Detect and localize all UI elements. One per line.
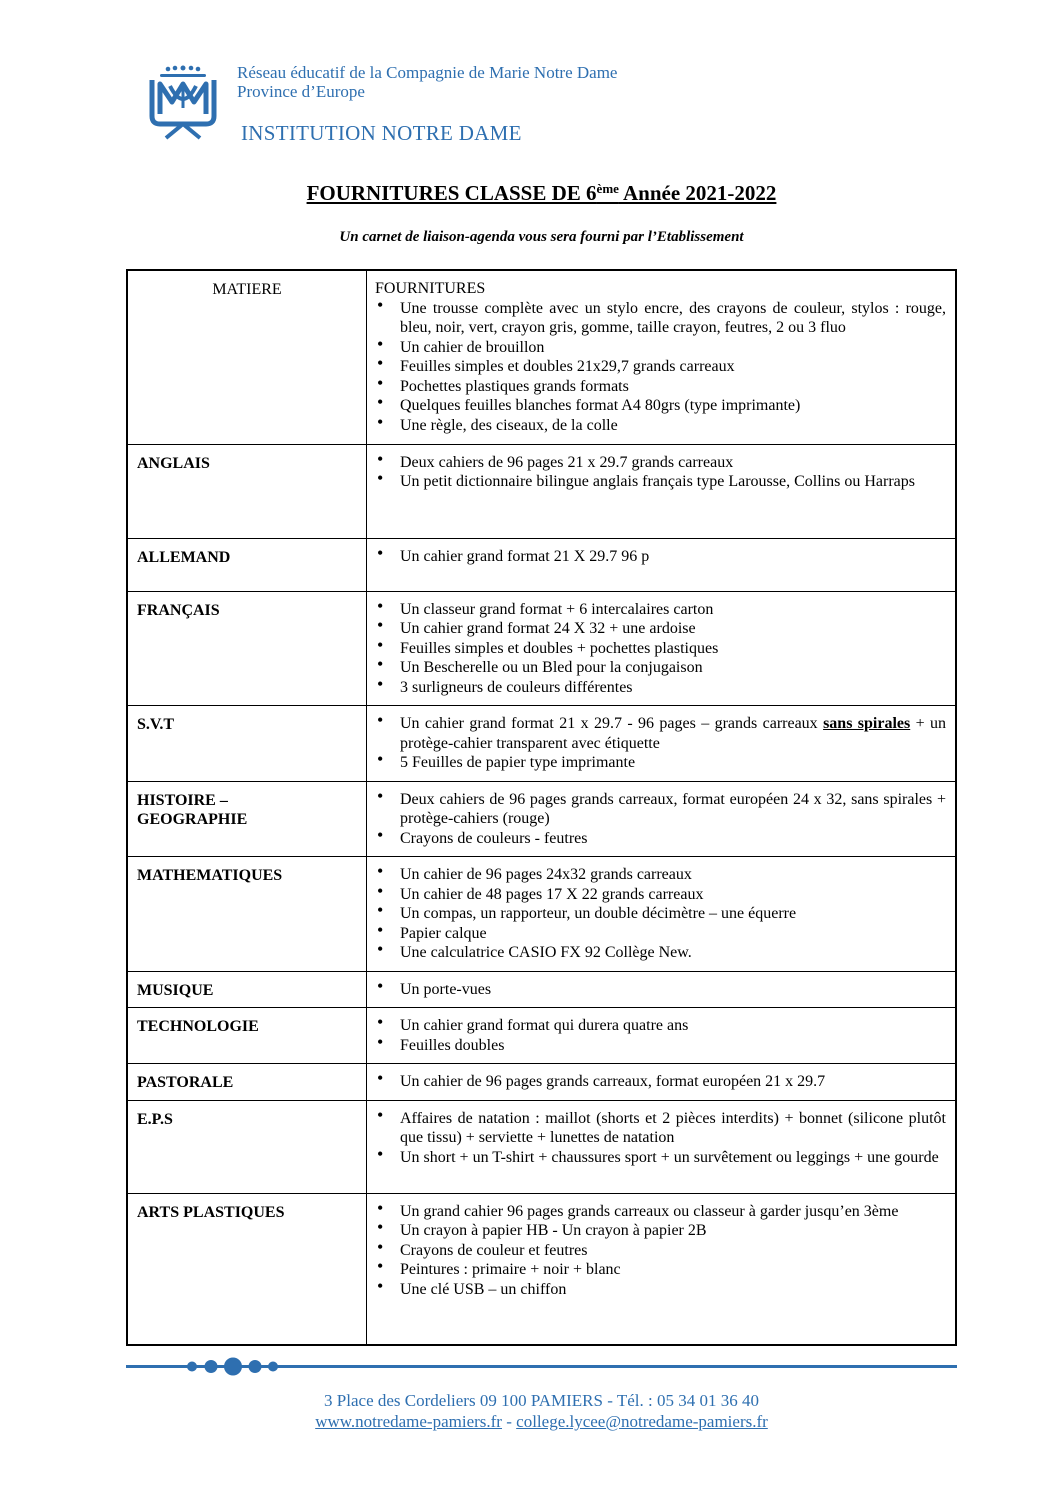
title-suffix: Année 2021-2022 [618, 181, 777, 205]
supply-item-text: Un cahier grand format 21 x 29.7 - 96 pages – grands carreaux [400, 715, 824, 732]
subject-cell [127, 857, 367, 972]
supplies-cell [367, 1008, 957, 1064]
supplies-cell [367, 706, 957, 782]
subject-label: ARTS PLASTIQUES [137, 1203, 285, 1221]
supplies-list [375, 453, 946, 492]
subject-cell [127, 1008, 367, 1064]
subject-label: E.P.S [137, 1110, 173, 1128]
supplies-cell [367, 781, 957, 857]
supply-item: • Un short + un T-shirt + chaussures sport + un survêtement ou leggings + une gourde [375, 1148, 946, 1168]
supply-item: • Quelques feuilles blanches format A4 80grs (type imprimante) [375, 396, 946, 416]
page-subtitle: Un carnet de liaison-agenda vous sera fourni par l’Etablissement [339, 229, 744, 245]
subject-label: FRANÇAIS [137, 601, 220, 619]
supply-item: • Une calculatrice CASIO FX 92 Collège New. [375, 943, 946, 963]
supply-item: • Papier calque [375, 924, 946, 944]
footer-separator: - [501, 1412, 517, 1431]
mnd-logo-icon [146, 64, 220, 144]
title-prefix: FOURNITURES CLASSE DE 6 [306, 181, 597, 205]
supplies-cell [367, 1100, 957, 1193]
supply-item: • Feuilles simples et doubles + pochettes plastiques [375, 639, 946, 659]
website-link[interactable]: www.notredame-pamiers.fr [315, 1412, 502, 1431]
supplies-cell [367, 444, 957, 538]
supply-item: • Deux cahiers de 96 pages grands carreaux, format européen 24 x 32, sans spirales + protège-cahiers (rouge) [375, 790, 946, 829]
supply-item: • Un porte-vues [375, 980, 946, 1000]
supply-item: • Feuilles doubles [375, 1036, 946, 1056]
subject-row [127, 1064, 956, 1101]
supplies-list [375, 865, 946, 963]
subject-label: MATHEMATIQUES [137, 867, 283, 884]
supplies-list [375, 1202, 946, 1300]
supply-item: • Un crayon à papier HB - Un crayon à papier 2B [375, 1221, 946, 1241]
supply-item: • Un classeur grand format + 6 intercalaires carton [375, 600, 946, 620]
general-supplies-cell [367, 270, 957, 444]
subject-row [127, 1193, 956, 1345]
supply-item: • Un cahier de 96 pages 24x32 grands carreaux [375, 865, 946, 885]
table-header-row [127, 270, 956, 444]
supply-item: • Affaires de natation : maillot (shorts et 2 pièces interdits) + bonnet (silicone plutôt que tissu) + serviette + lunettes de natation [375, 1109, 946, 1148]
subject-cell [127, 444, 367, 538]
subject-cell [127, 1193, 367, 1345]
subject-cell [127, 1064, 367, 1101]
subject-row [127, 1008, 956, 1064]
supply-item: • Peintures : primaire + noir + blanc [375, 1260, 946, 1280]
subject-row [127, 971, 956, 1008]
subject-row [127, 538, 956, 591]
supply-item: • Crayons de couleurs - feutres [375, 829, 946, 849]
supply-item: • Un cahier de 48 pages 17 X 22 grands carreaux [375, 885, 946, 905]
supplies-list [375, 1072, 946, 1092]
general-supplies-list [375, 299, 946, 436]
email-link[interactable]: college.lycee@notredame-pamiers.fr [516, 1412, 768, 1431]
subject-label: ALLEMAND [137, 548, 231, 566]
subject-row [127, 706, 956, 782]
supplies-list [375, 714, 946, 773]
supply-item: • Un cahier grand format qui durera quatre ans [375, 1016, 946, 1036]
subject-label: HISTOIRE – GEOGRAPHIE [137, 791, 248, 828]
supplies-list [375, 790, 946, 849]
supply-item: • Crayons de couleur et feutres [375, 1241, 946, 1261]
supply-item: • Un compas, un rapporteur, un double décimètre – une équerre [375, 904, 946, 924]
supply-item: • Deux cahiers de 96 pages 21 x 29.7 grands carreaux [375, 453, 946, 473]
subject-cell [127, 591, 367, 706]
page-title [0, 181, 1058, 206]
supply-item [375, 714, 946, 753]
supplies-list [375, 547, 946, 567]
supplies-list [375, 980, 946, 1000]
subject-row [127, 1100, 956, 1193]
institution-name: INSTITUTION NOTRE DAME [241, 121, 522, 145]
subject-cell [127, 781, 367, 857]
footer-divider [126, 1354, 957, 1382]
supplies-cell [367, 1064, 957, 1101]
subject-row [127, 444, 956, 538]
supply-item: • Un cahier de 96 pages grands carreaux, format européen 21 x 29.7 [375, 1072, 946, 1092]
subject-cell [127, 538, 367, 591]
supplies-list [375, 1109, 946, 1168]
subject-label: S.V.T [137, 716, 175, 733]
supply-item: • Pochettes plastiques grands formats [375, 377, 946, 397]
supplies-list [375, 600, 946, 698]
supply-item: • Un grand cahier 96 pages grands carreaux ou classeur à garder jusqu’en 3ème [375, 1202, 946, 1222]
supply-item: • Une trousse complète avec un stylo encre, des crayons de couleur, stylos : rouge, bleu, noir, vert, crayon gris, gomme, taille crayon, feutres, 2 ou 3 fluo [375, 299, 946, 338]
supplies-cell [367, 1193, 957, 1345]
supply-item: • Un cahier grand format 24 X 32 + une ardoise [375, 619, 946, 639]
province-name: Province d’Europe [237, 82, 365, 101]
subject-label: TECHNOLOGIE [137, 1018, 259, 1035]
column-header-supplies: FOURNITURES [375, 280, 486, 297]
supplies-cell [367, 538, 957, 591]
supply-item: • Un Bescherelle ou un Bled pour la conjugaison [375, 658, 946, 678]
supply-item: • Un petit dictionnaire bilingue anglais français type Larousse, Collins ou Harraps [375, 472, 946, 492]
footer-links [0, 1412, 1058, 1432]
supplies-cell [367, 591, 957, 706]
supply-item: • Un cahier grand format 21 X 29.7 96 p [375, 547, 946, 567]
supplies-cell [367, 971, 957, 1008]
subject-row [127, 781, 956, 857]
supply-emphasis: sans spirales [823, 715, 911, 732]
subject-label: MUSIQUE [137, 981, 214, 999]
supply-item: • Une clé USB – un chiffon [375, 1280, 946, 1300]
subject-cell [127, 706, 367, 782]
network-name: Réseau éducatif de la Compagnie de Marie Notre Dame [237, 63, 618, 82]
subject-cell [127, 971, 367, 1008]
subject-label: PASTORALE [137, 1074, 234, 1091]
supply-item: • Feuilles simples et doubles 21x29,7 grands carreaux [375, 357, 946, 377]
supply-item: • 5 Feuilles de papier type imprimante [375, 753, 946, 773]
column-header-subject: MATIERE [127, 270, 367, 444]
supply-item: • Un cahier de brouillon [375, 338, 946, 358]
footer-address: 3 Place des Cordeliers 09 100 PAMIERS - Tél. : 05 34 01 36 40 [324, 1391, 759, 1410]
subject-cell [127, 1100, 367, 1193]
supplies-list [375, 1016, 946, 1055]
supplies-cell [367, 857, 957, 972]
supplies-table [126, 269, 957, 1346]
subject-row [127, 591, 956, 706]
subject-row [127, 857, 956, 972]
supply-item: • 3 surligneurs de couleurs différentes [375, 678, 946, 698]
supply-item-continuation: + un protège-cahier transparent avec étiquette [400, 715, 947, 752]
supply-item: • Une règle, des ciseaux, de la colle [375, 416, 946, 436]
subject-label: ANGLAIS [137, 454, 210, 472]
title-sup: ème [596, 181, 619, 196]
